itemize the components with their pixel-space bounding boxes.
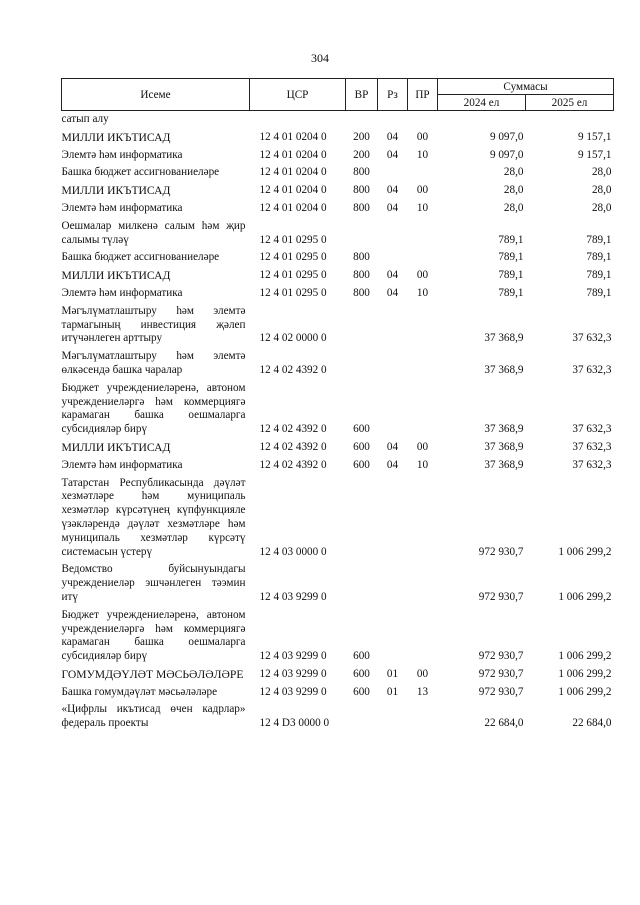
table-row — [62, 267, 614, 285]
row-vr — [346, 303, 378, 348]
row-vr: 600 — [353, 650, 370, 663]
table-row — [62, 457, 614, 475]
row-pr — [408, 249, 438, 267]
table-row — [62, 439, 614, 457]
row-sum-2024: 37 368,9 — [484, 363, 524, 376]
row-sum-2025: 37 632,3 — [572, 332, 612, 345]
table-row — [62, 147, 614, 165]
row-pr — [408, 701, 438, 733]
row-rz: 04 — [386, 269, 399, 282]
row-rz: 04 — [386, 458, 399, 471]
row-pr: 10 — [416, 458, 429, 471]
row-pr — [408, 475, 438, 562]
row-csr: 12 4 03 9299 0 — [259, 590, 327, 603]
row-sum-2024: 972 930,7 — [478, 590, 524, 603]
row-name: Татарстан Республикасында дәүләт хезмәтләре һәм муниципаль хезмәтләр күрсәтүнең күпфункцияле үзәкләрендә дәүләт хезмәтләре һәм муниципаль хезмәтләр күрсәтү системасын үстерү — [61, 476, 246, 558]
row-name: МИЛЛИ ИКЪТИСАД — [61, 184, 171, 198]
row-sum-2025 — [526, 111, 614, 129]
row-csr: 12 4 01 0295 0 — [259, 269, 327, 282]
row-name: Элемтә һәм информатика — [61, 458, 183, 471]
row-rz — [378, 561, 408, 606]
row-rz: 04 — [386, 286, 399, 299]
page-number: 304 — [311, 51, 329, 65]
row-csr: 12 4 01 0204 0 — [259, 130, 327, 143]
row-pr: 00 — [416, 184, 429, 197]
table-row — [62, 607, 614, 666]
row-sum-2025: 37 632,3 — [572, 363, 612, 376]
row-sum-2025: 22 684,0 — [572, 717, 612, 730]
row-rz — [378, 111, 408, 129]
row-vr — [346, 111, 378, 129]
row-csr: 12 4 02 4392 0 — [259, 440, 327, 453]
row-rz — [378, 607, 408, 666]
table-row — [62, 475, 614, 562]
row-sum-2024: 22 684,0 — [484, 717, 524, 730]
row-sum-2024: 37 368,9 — [484, 458, 524, 471]
row-sum-2024: 37 368,9 — [484, 332, 524, 345]
row-csr: 12 4 01 0204 0 — [259, 148, 327, 161]
row-sum-2024: 972 930,7 — [478, 650, 524, 663]
row-name: МИЛЛИ ИКЪТИСАД — [61, 269, 171, 283]
row-pr — [408, 164, 438, 182]
table-row — [62, 561, 614, 606]
header-pr: ПР — [408, 79, 438, 111]
table-row — [62, 285, 614, 303]
row-name: Башка гомумдәүләт мәсьәләләре — [61, 685, 218, 698]
row-sum-2024: 789,1 — [498, 286, 524, 299]
header-year-2025: 2025 ел — [526, 95, 614, 111]
row-rz: 04 — [386, 440, 399, 453]
row-csr: 12 4 D3 0000 0 — [259, 717, 330, 730]
row-sum-2025: 37 632,3 — [572, 458, 612, 471]
row-sum-2025: 37 632,3 — [572, 440, 612, 453]
row-csr: 12 4 03 0000 0 — [259, 545, 327, 558]
row-csr: 12 4 01 0204 0 — [259, 201, 327, 214]
row-csr: 12 4 01 0295 0 — [259, 286, 327, 299]
table-row — [62, 129, 614, 147]
row-csr: 12 4 02 0000 0 — [259, 332, 327, 345]
row-name: Оешмалар милкенә салым һәм җир салымы түләү — [61, 219, 246, 246]
row-sum-2024: 37 368,9 — [484, 440, 524, 453]
row-rz: 04 — [386, 130, 399, 143]
row-pr — [408, 380, 438, 439]
row-pr: 00 — [416, 667, 429, 680]
table-row — [62, 111, 614, 129]
row-sum-2025: 9 157,1 — [577, 148, 612, 161]
row-rz — [378, 475, 408, 562]
table-row — [62, 182, 614, 200]
row-sum-2025: 789,1 — [586, 269, 612, 282]
row-name: Башка бюджет ассигнованиеләре — [61, 251, 220, 264]
row-rz — [378, 303, 408, 348]
table-row — [62, 701, 614, 733]
row-sum-2025: 789,1 — [586, 251, 612, 264]
row-vr: 800 — [353, 166, 370, 179]
budget-table — [61, 78, 614, 733]
row-vr: 800 — [353, 269, 370, 282]
row-rz: 04 — [386, 184, 399, 197]
row-rz — [378, 348, 408, 380]
table-body — [62, 111, 614, 734]
row-csr: 12 4 03 9299 0 — [259, 650, 327, 663]
row-vr: 600 — [353, 458, 370, 471]
row-sum-2024: 789,1 — [498, 251, 524, 264]
row-sum-2024: 28,0 — [503, 166, 524, 179]
row-sum-2024: 972 930,7 — [478, 667, 524, 680]
row-name: ГОМУМДӘҮЛӘТ МӘСЬӘЛӘЛӘРЕ — [61, 667, 244, 681]
row-vr: 800 — [353, 251, 370, 264]
row-csr: 12 4 01 0295 0 — [259, 251, 327, 264]
row-rz — [378, 164, 408, 182]
row-sum-2025: 789,1 — [586, 286, 612, 299]
row-name: Бюджет учреждениеләренә, автоном учреждениеләргә һәм коммерциягә карамаган башка оешмаларга субсидияләр бирү — [61, 381, 246, 436]
row-pr: 13 — [416, 685, 429, 698]
row-sum-2025: 789,1 — [586, 233, 612, 246]
row-sum-2025: 37 632,3 — [572, 423, 612, 436]
row-csr: 12 4 03 9299 0 — [259, 685, 327, 698]
table-row — [62, 303, 614, 348]
row-vr: 600 — [353, 667, 370, 680]
row-name: Элемтә һәм информатика — [61, 201, 183, 214]
row-csr: 12 4 02 4392 0 — [259, 363, 327, 376]
row-sum-2025: 1 006 299,2 — [558, 545, 612, 558]
row-csr: 12 4 03 9299 0 — [259, 667, 327, 680]
row-rz: 01 — [386, 685, 399, 698]
row-sum-2024: 9 097,0 — [489, 148, 524, 161]
row-pr — [408, 111, 438, 129]
row-sum-2025: 28,0 — [591, 166, 612, 179]
table-row — [62, 249, 614, 267]
row-sum-2024: 789,1 — [498, 233, 524, 246]
row-sum-2024: 789,1 — [498, 269, 524, 282]
row-vr — [346, 701, 378, 733]
row-sum-2024: 37 368,9 — [484, 423, 524, 436]
row-pr — [408, 607, 438, 666]
row-name: Элемтә һәм информатика — [61, 148, 183, 161]
row-sum-2025: 1 006 299,2 — [558, 667, 612, 680]
header-vr: ВР — [346, 79, 378, 111]
header-csr: ЦСР — [250, 79, 346, 111]
row-csr: 12 4 01 0204 0 — [259, 166, 327, 179]
row-csr: 12 4 02 4392 0 — [259, 458, 327, 471]
row-vr: 800 — [353, 201, 370, 214]
row-pr — [408, 303, 438, 348]
row-pr: 00 — [416, 440, 429, 453]
table-row — [62, 684, 614, 702]
row-sum-2024 — [438, 111, 526, 129]
row-sum-2025: 28,0 — [591, 184, 612, 197]
row-name: МИЛЛИ ИКЪТИСАД — [61, 440, 171, 454]
row-sum-2024: 28,0 — [503, 201, 524, 214]
table-row — [62, 348, 614, 380]
row-sum-2024: 972 930,7 — [478, 685, 524, 698]
row-sum-2025: 1 006 299,2 — [558, 650, 612, 663]
row-name: Ведомство буйсынуындагы учреждениеләр эшчәнлеген тәэмин итү — [61, 563, 246, 603]
table-row — [62, 200, 614, 218]
row-pr: 10 — [416, 286, 429, 299]
row-pr: 00 — [416, 130, 429, 143]
row-name: «Цифрлы икътисад өчен кадрлар» федераль проекты — [61, 703, 246, 730]
row-name: Элемтә һәм информатика — [61, 286, 183, 299]
row-pr: 00 — [416, 269, 429, 282]
row-sum-2024: 972 930,7 — [478, 545, 524, 558]
row-rz: 01 — [386, 667, 399, 680]
row-vr: 800 — [353, 286, 370, 299]
header-sums: Суммасы — [438, 79, 614, 95]
row-pr — [408, 348, 438, 380]
row-vr: 200 — [353, 148, 370, 161]
row-sum-2024: 28,0 — [503, 184, 524, 197]
row-rz: 04 — [386, 148, 399, 161]
table-row — [62, 164, 614, 182]
row-vr — [346, 348, 378, 380]
row-vr — [346, 218, 378, 250]
table-row — [62, 380, 614, 439]
table-header — [62, 79, 614, 111]
row-pr — [408, 218, 438, 250]
header-rz: Рз — [378, 79, 408, 111]
row-rz — [378, 701, 408, 733]
row-name: Бюджет учреждениеләренә, автоном учреждениеләргә һәм коммерциягә карамаган башка оешмаларга субсидияләр бирү — [61, 608, 246, 663]
row-csr: 12 4 01 0204 0 — [259, 184, 327, 197]
row-name: сатып алу — [61, 113, 109, 125]
row-sum-2025: 1 006 299,2 — [558, 590, 612, 603]
row-rz — [378, 380, 408, 439]
row-rz: 04 — [386, 201, 399, 214]
row-csr — [250, 111, 346, 129]
row-pr — [408, 561, 438, 606]
row-sum-2025: 9 157,1 — [577, 130, 612, 143]
row-rz — [378, 218, 408, 250]
row-sum-2025: 28,0 — [591, 201, 612, 214]
row-name: МИЛЛИ ИКЪТИСАД — [61, 130, 171, 144]
row-vr: 600 — [353, 440, 370, 453]
row-pr: 10 — [416, 201, 429, 214]
row-sum-2025: 1 006 299,2 — [558, 685, 612, 698]
row-rz — [378, 249, 408, 267]
row-csr: 12 4 02 4392 0 — [259, 423, 327, 436]
header-year-2024: 2024 ел — [438, 95, 526, 111]
row-name: Мәгълүматлаштыру һәм элемтә өлкәсендә башка чаралар — [61, 350, 246, 376]
row-sum-2024: 9 097,0 — [489, 130, 524, 143]
row-name: Башка бюджет ассигнованиеләре — [61, 166, 220, 179]
row-vr: 600 — [353, 685, 370, 698]
row-csr: 12 4 01 0295 0 — [259, 233, 327, 246]
row-vr: 800 — [353, 184, 370, 197]
row-pr: 10 — [416, 148, 429, 161]
table-row — [62, 666, 614, 684]
table-row — [62, 218, 614, 250]
header-name: Исеме — [62, 79, 250, 111]
row-vr: 600 — [353, 423, 370, 436]
row-vr: 200 — [353, 130, 370, 143]
row-vr — [346, 475, 378, 562]
row-vr — [346, 561, 378, 606]
row-name: Мәгълүматлаштыру һәм элемтә тармагының инвестиция җәлеп итүчәнлеген арттыру — [61, 304, 246, 345]
